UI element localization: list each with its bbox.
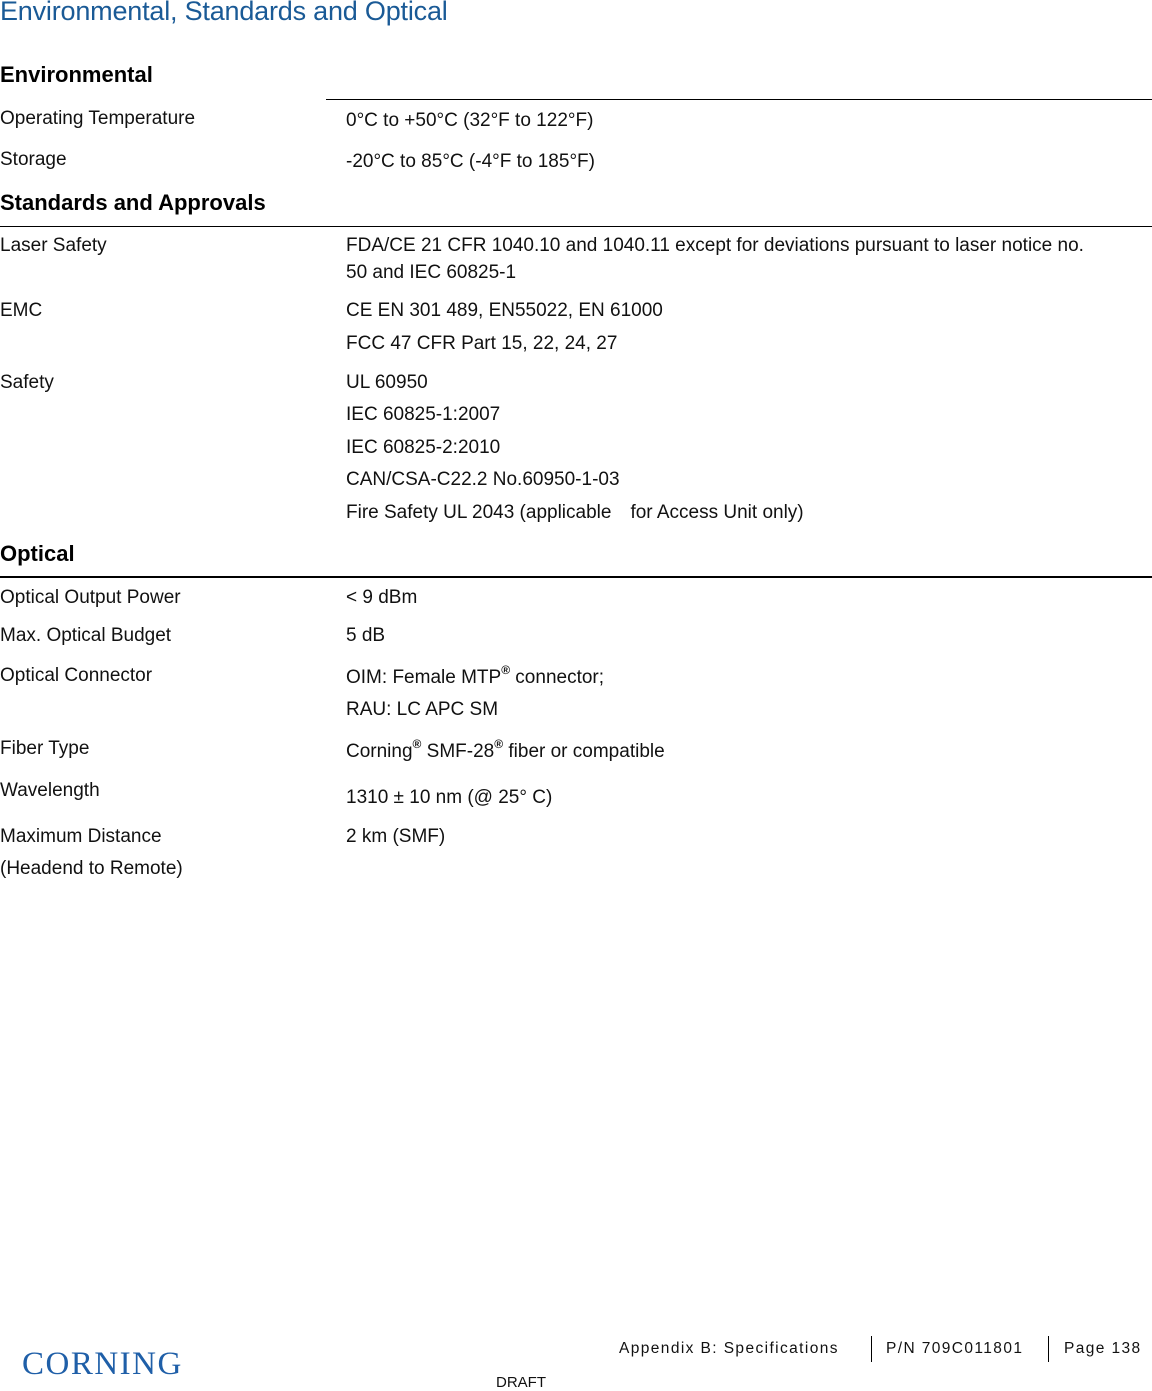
row-value-laser-safety-line2: 50 and IEC 60825-1: [346, 262, 517, 283]
row-label-max-optical-budget: Max. Optical Budget: [0, 625, 172, 646]
row-label-emc: EMC: [0, 300, 43, 321]
footer-divider: [871, 1336, 872, 1362]
row-value-emc-line2: FCC 47 CFR Part 15, 22, 24, 27: [346, 333, 618, 354]
footer-page-number: Page 138: [1064, 1340, 1142, 1357]
row-value-maximum-distance: 2 km (SMF): [346, 826, 446, 847]
row-value-wavelength: 1310 ± 10 nm (@ 25° C): [346, 787, 553, 808]
row-value-safety-line4: CAN/CSA-C22.2 No.60950-1-03: [346, 469, 620, 490]
footer-part-number: P/N 709C011801: [886, 1340, 1024, 1357]
connector-text-b: connector;: [510, 667, 605, 688]
section-rule-environmental: [326, 99, 1152, 100]
row-label-maximum-distance: Maximum Distance: [0, 826, 162, 847]
row-label-laser-safety: Laser Safety: [0, 235, 107, 256]
page-title: Environmental, Standards and Optical: [0, 0, 448, 26]
registered-mark: ®: [501, 663, 511, 677]
connector-text-a: OIM: Female MTP: [346, 667, 502, 688]
registered-mark: ®: [412, 737, 422, 751]
fire-safety-suffix: for Access Unit only): [630, 502, 804, 523]
fiber-text-b: SMF-28: [421, 741, 495, 762]
row-value-emc-line1: CE EN 301 489, EN55022, EN 61000: [346, 300, 663, 321]
row-value-max-optical-budget: 5 dB: [346, 625, 386, 646]
row-value-storage: -20°C to 85°C (-4°F to 185°F): [346, 151, 595, 172]
row-label-optical-connector: Optical Connector: [0, 665, 153, 686]
row-label-optical-output-power: Optical Output Power: [0, 587, 181, 608]
row-value-fiber-type: [346, 737, 665, 763]
section-rule-optical: [0, 576, 1152, 578]
row-label-safety: Safety: [0, 372, 54, 393]
footer-section: Appendix B: Specifications: [619, 1340, 839, 1357]
row-value-safety-line3: IEC 60825-2:2010: [346, 437, 501, 458]
fire-safety-prefix: Fire Safety UL 2043 (applicable: [346, 502, 612, 523]
corning-logo: CORNING: [22, 1346, 183, 1382]
row-value-safety-line2: IEC 60825-1:2007: [346, 404, 501, 425]
section-heading-environmental: Environmental: [0, 62, 153, 87]
section-heading-optical: Optical: [0, 541, 75, 566]
fiber-text-a: Corning: [346, 741, 413, 762]
row-label-operating-temperature: Operating Temperature: [0, 108, 196, 129]
row-label-storage: Storage: [0, 149, 67, 170]
registered-mark: ®: [494, 737, 504, 751]
footer-divider: [1048, 1336, 1049, 1362]
section-rule-standards: [0, 226, 1152, 227]
row-value-safety-line1: UL 60950: [346, 372, 428, 393]
section-heading-standards: Standards and Approvals: [0, 190, 266, 215]
row-value-optical-output-power: < 9 dBm: [346, 587, 418, 608]
row-value-optical-connector-line2: RAU: LC APC SM: [346, 699, 499, 720]
draft-label: DRAFT: [496, 1374, 546, 1391]
row-value-laser-safety-line1: FDA/CE 21 CFR 1040.10 and 1040.11 except for deviations pursuant to laser notice no.: [346, 235, 1084, 256]
row-label-maximum-distance-line2: (Headend to Remote): [0, 858, 183, 879]
fiber-text-c: fiber or compatible: [503, 741, 665, 762]
row-value-fire-safety: [346, 502, 804, 524]
row-value-operating-temperature: 0°C to +50°C (32°F to 122°F): [346, 110, 594, 131]
row-label-wavelength: Wavelength: [0, 780, 100, 801]
row-value-optical-connector-line1: [346, 663, 605, 689]
row-label-fiber-type: Fiber Type: [0, 738, 90, 759]
